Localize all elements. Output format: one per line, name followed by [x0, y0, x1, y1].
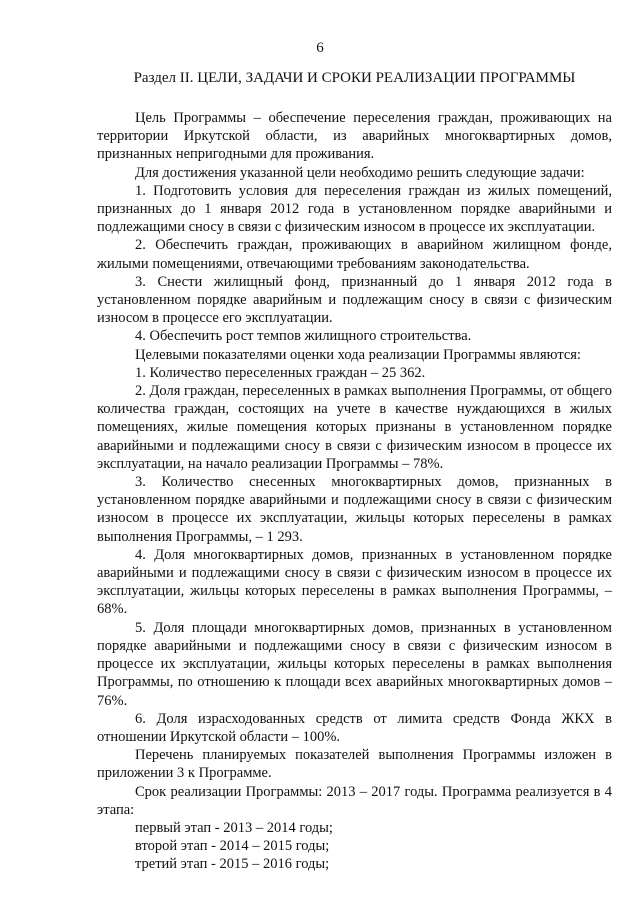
body-text — [97, 109, 612, 874]
paragraph-indicators-intro: Целевыми показателями оценки хода реализации Программы являются: — [135, 346, 581, 363]
paragraph-task-1: 1. Подготовить условия для переселения граждан из жилых помещений, признанных до 1 января 2012 года в установленном порядке аварийными и подлежащими сносу в связи с физическим износом в процессе их эксплуатации. — [97, 182, 612, 236]
paragraph-indicator-2: 2. Доля граждан, переселенных в рамках выполнения Программы, от общего количества граждан, состоящих на учете в качестве нуждающихся в жилых помещениях, жилые помещения которых признаны в установленном порядке аварийными и подлежащими сносу в связи с физическим износом в процессе их эксплуатации, на начало реализации Программы – 78%. — [97, 383, 612, 472]
paragraph-tasks-intro: Для достижения указанной цели необходимо решить следующие задачи: — [135, 164, 585, 181]
paragraph-indicator-5: 5. Доля площади многоквартирных домов, признанных в установленном порядке аварийными и подлежащими сносу в связи с физическим износом в процессе их эксплуатации, жильцы которых переселены в рамках выполнения Программы, по отношению к площади всех аварийных многоквартирных домов – 76%. — [97, 619, 612, 709]
section-title: Раздел II. ЦЕЛИ, ЗАДАЧИ И СРОКИ РЕАЛИЗАЦИИ ПРОГРАММЫ — [133, 70, 576, 86]
paragraph-task-3: 3. Снести жилищный фонд, признанный до 1 января 2012 года в установленном порядке аварийным и подлежащим сносу в связи с физическим износом в процессе его эксплуатации. — [97, 273, 612, 327]
paragraph-indicator-6: 6. Доля израсходованных средств от лимита средств Фонда ЖКХ в отношении Иркутской области – 100%. — [97, 710, 612, 745]
paragraph-indicator-1: 1. Количество переселенных граждан – 25 362. — [135, 364, 426, 381]
stage-item: третий этап - 2015 – 2016 годы; — [135, 856, 330, 873]
stage-item: второй этап - 2014 – 2015 годы; — [135, 838, 330, 855]
page-number: 6 — [316, 40, 324, 56]
paragraph-task-4: 4. Обеспечить рост темпов жилищного строительства. — [135, 328, 472, 345]
paragraph-term: Срок реализации Программы: 2013 – 2017 годы. Программа реализуется в 4 этапа: — [97, 783, 612, 818]
paragraph-appendix-ref: Перечень планируемых показателей выполнения Программы изложен в приложении 3 к Программе. — [97, 747, 612, 782]
paragraph-task-2: 2. Обеспечить граждан, проживающих в аварийном жилищном фонде, жилыми помещениями, отвечающими требованиям законодательства. — [97, 237, 612, 272]
paragraph-indicator-3: 3. Количество снесенных многоквартирных домов, признанных в установленном порядке аварийными и подлежащими сносу в связи с физическим износом в процессе их эксплуатации, жильцы которых переселены в рамках выполнения Программы, – 1 293. — [97, 474, 612, 545]
stage-item: первый этап - 2013 – 2014 годы; — [135, 819, 333, 836]
paragraph-goal: Цель Программы – обеспечение переселения граждан, проживающих на территории Иркутской области, из аварийных многоквартирных домов, признанных непригодными для проживания. — [97, 110, 612, 163]
paragraph-indicator-4: 4. Доля многоквартирных домов, признанных в установленном порядке аварийными и подлежащими сносу в связи с физическим износом в процессе их эксплуатации, жильцы которых переселены в рамках выполнения Программы, – 68%. — [97, 546, 612, 618]
